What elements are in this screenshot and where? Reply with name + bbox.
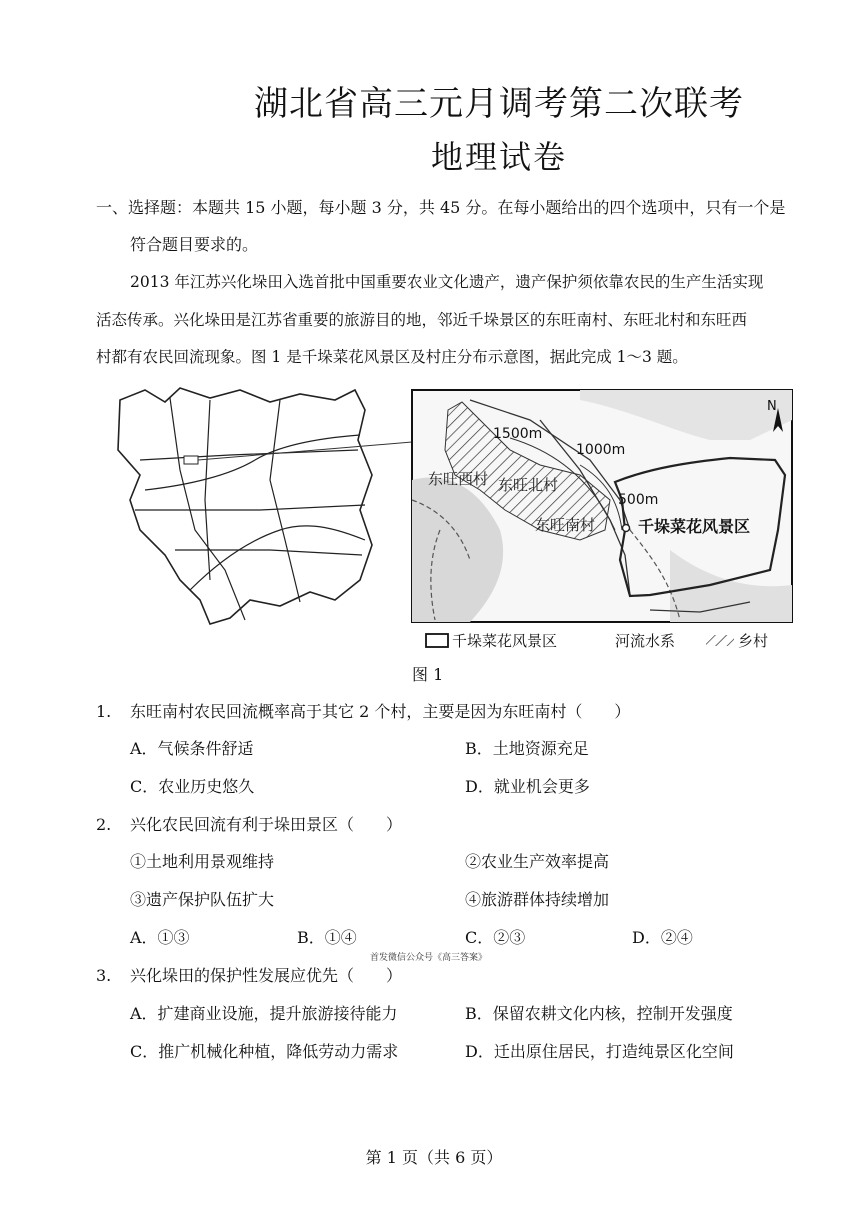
legend-village-swatch: [706, 635, 734, 646]
figure-caption: 图 1: [412, 665, 444, 684]
question-2-option-c: C．②③: [465, 928, 526, 947]
village-south-label: 东旺南村: [535, 516, 596, 534]
passage-line3: 村都有农民回流现象。图 1 是千垛菜花风景区及村庄分布示意图，据此完成 1～3 题。: [96, 348, 688, 366]
detail-map-frame: [412, 390, 792, 622]
question-3-option-c: C．推广机械化种植，降低劳动力需求: [130, 1042, 399, 1061]
legend-scenic-swatch: [426, 634, 448, 647]
north-label: N: [767, 399, 777, 414]
question-3-option-b: B．保留农耕文化内核，控制开发强度: [465, 1004, 733, 1023]
question-2-option-b: B．①④: [297, 928, 357, 947]
question-1-number: 1.: [96, 702, 112, 721]
question-3-option-d: D．迁出原住居民，打造纯景区化空间: [465, 1042, 734, 1061]
legend: [426, 632, 768, 650]
question-3-number: 3.: [96, 966, 112, 985]
watermark-text: 首发微信公众号《高三答案》: [370, 953, 488, 963]
county-roads: [135, 398, 365, 620]
question-1-option-a: A．气候条件舒适: [130, 739, 254, 758]
village-west-label: 东旺西村: [428, 470, 489, 488]
question-1-stem: 东旺南村农民回流概率高于其它 2 个村，主要是因为东旺南村（ ）: [130, 702, 631, 721]
section-instruction-line2: 符合题目要求的。: [130, 235, 259, 254]
question-2-item-4: ④旅游群体持续增加: [465, 890, 610, 909]
question-2-item-3: ③遗产保护队伍扩大: [130, 890, 275, 909]
contour-1500-label: 1500m: [493, 426, 543, 442]
legend-river-label: 河流水系: [615, 632, 676, 650]
legend-village-label: 乡村: [738, 632, 769, 650]
question-2-item-1: ①土地利用景观维持: [130, 852, 275, 871]
question-1-option-d: D．就业机会更多: [465, 777, 590, 796]
contour-1000-label: 1000m: [576, 442, 626, 458]
scenic-area-label: 千垛菜花风景区: [638, 517, 751, 536]
contour-500-label: 500m: [618, 492, 659, 508]
section-instruction-line1: 一、选择题：本题共 15 小题，每小题 3 分，共 45 分。在每小题给出的四个选项中，只有一个是: [96, 198, 786, 217]
question-2-stem: 兴化农民回流有利于垛田景区（ ）: [130, 815, 403, 834]
legend-scenic-label: 千垛菜花风景区: [452, 632, 558, 650]
question-2-option-d: D．②④: [632, 928, 693, 947]
question-1-option-c: C．农业历史悠久: [130, 777, 255, 796]
question-3-option-a: A．扩建商业设施，提升旅游接待能力: [130, 1004, 398, 1023]
question-1-option-b: B．土地资源充足: [465, 739, 589, 758]
page-footer: 第 1 页（共 6 页）: [365, 1148, 503, 1167]
village-north-label: 东旺北村: [498, 476, 559, 494]
question-2-option-a: A．①③: [130, 928, 190, 947]
question-2-number: 2.: [96, 815, 112, 834]
exam-title: 湖北省高三元月调考第二次联考: [254, 84, 744, 124]
passage-line2: 活态传承。兴化垛田是江苏省重要的旅游目的地，邻近千垛景区的东旺南村、东旺北村和东旺西: [96, 311, 748, 329]
passage-line1: 2013 年江苏兴化垛田入选首批中国重要农业文化遗产，遗产保护须依靠农民的生产生活实现: [130, 273, 764, 291]
figure-map: [110, 380, 800, 690]
exam-subtitle: 地理试卷: [430, 138, 567, 176]
question-2-item-2: ②农业生产效率提高: [465, 852, 610, 871]
question-3-stem: 兴化垛田的保护性发展应优先（ ）: [130, 966, 403, 985]
